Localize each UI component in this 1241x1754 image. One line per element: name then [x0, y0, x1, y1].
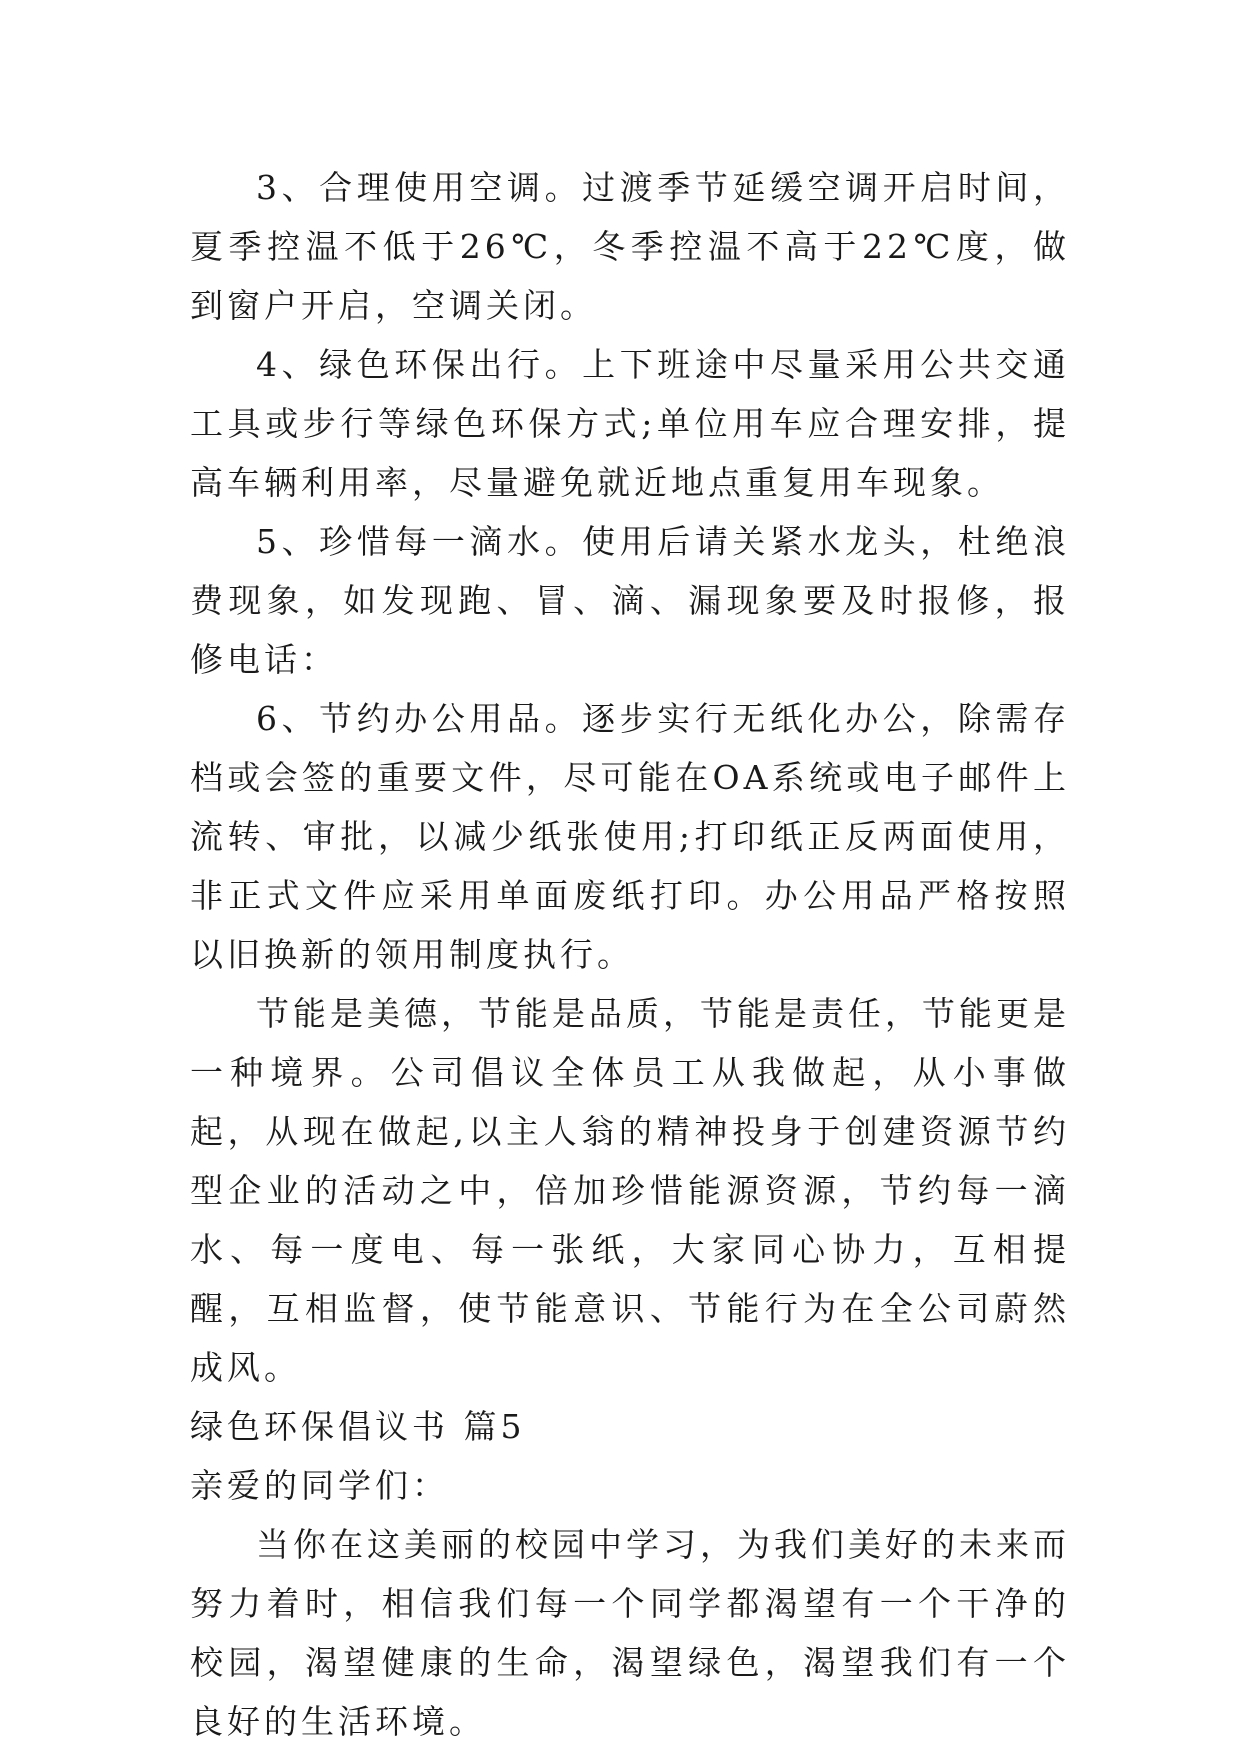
paragraph-air-conditioning: 3、合理使用空调。过渡季节延缓空调开启时间，夏季控温不低于26℃，冬季控温不高于22℃度，做到窗户开启，空调关闭。 — [190, 168, 1070, 325]
salutation: 亲爱的同学们： — [190, 1466, 449, 1505]
paragraph-green-travel: 4、绿色环保出行。上下班途中尽量采用公共交通工具或步行等绿色环保方式;单位用车应合理安排，提高车辆利用率，尽量避免就近地点重复用车现象。 — [190, 345, 1070, 502]
document-body — [190, 158, 1070, 1751]
paragraph-save-water: 5、珍惜每一滴水。使用后请关紧水龙头，杜绝浪费现象，如发现跑、冒、滴、漏现象要及时报修，报修电话： — [190, 522, 1070, 679]
paragraph-campus: 当你在这美丽的校园中学习，为我们美好的未来而努力着时，相信我们每一个同学都渴望有一个干净的校园，渴望健康的生命，渴望绿色，渴望我们有一个良好的生活环境。 — [190, 1525, 1070, 1741]
paragraph-office-supplies: 6、节约办公用品。逐步实行无纸化办公，除需存档或会签的重要文件，尽可能在OA系统或电子邮件上流转、审批，以减少纸张使用;打印纸正反两面使用，非正式文件应采用单面废纸打印。办公用品严格按照以旧换新的领用制度执行。 — [190, 699, 1070, 974]
paragraph-energy-saving: 节能是美德，节能是品质，节能是责任，节能更是一种境界。公司倡议全体员工从我做起，从小事做起，从现在做起,以主人翁的精神投身于创建资源节约型企业的活动之中，倍加珍惜能源资源，节约每一滴水、每一度电、每一张纸，大家同心协力，互相提醒，互相监督，使节能意识、节能行为在全公司蔚然成风。 — [190, 994, 1070, 1387]
section-heading: 绿色环保倡议书 篇5 — [190, 1407, 526, 1446]
